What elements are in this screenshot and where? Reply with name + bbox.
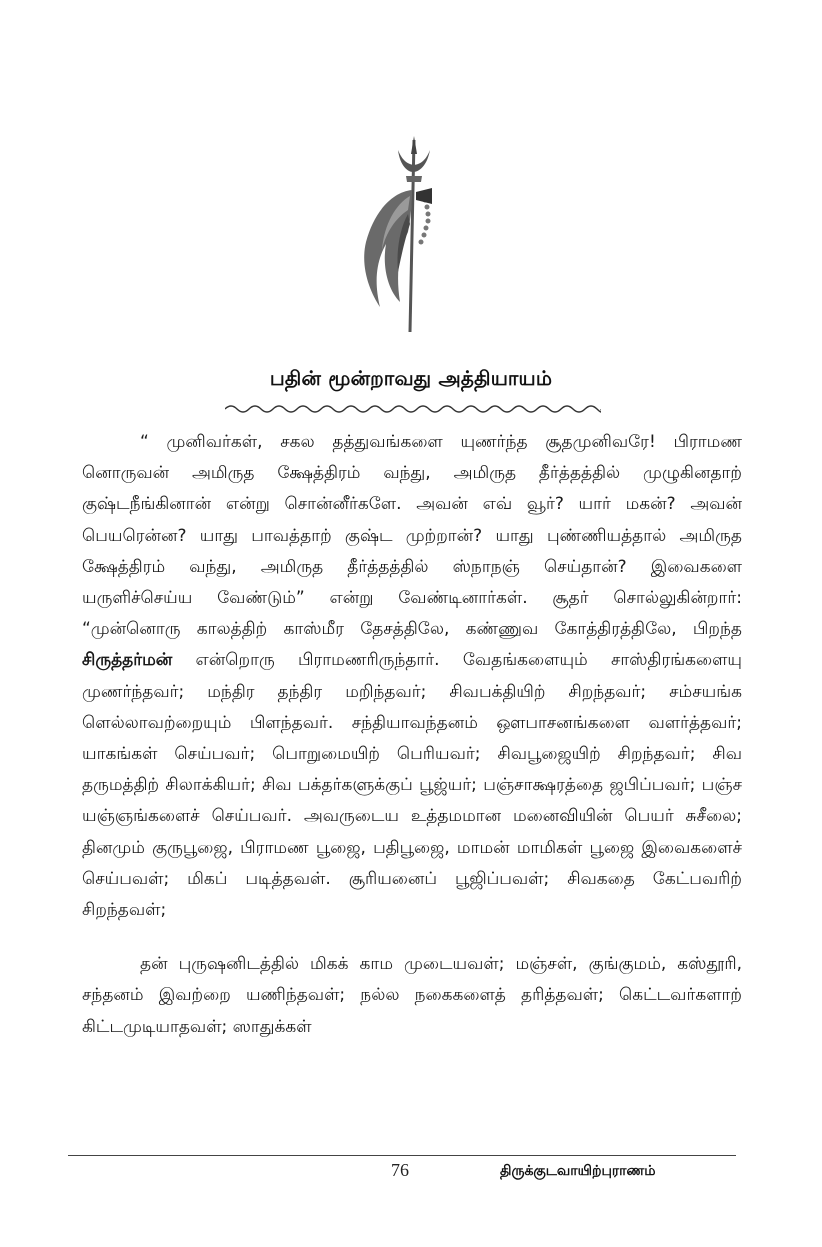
paragraph-2: தன் புருஷனிடத்தில் மிகக் காம முடையவள்; மஞ்சள், குங்குமம், கஸ்தூரி, சந்தனம் இவற்றை யணிந்தவள்; நல்ல நகைகளைத் தரித்தவள்; கெட்டவர்களாற் கிட்டமுடியாதவள்; ஸாதுக்கள் bbox=[82, 954, 742, 1037]
trident-flag-icon bbox=[352, 132, 462, 337]
footer-divider bbox=[68, 1155, 736, 1156]
chapter-title: பதின் மூன்றாவது அத்தியாயம் bbox=[269, 366, 553, 390]
decorative-wave-divider bbox=[225, 402, 601, 416]
page-number: 76 bbox=[391, 1160, 409, 1180]
highlighted-name: சிருத்தர்மன் bbox=[82, 650, 173, 671]
paragraph-1: “ முனிவர்கள், சகல தத்துவங்களை யுணர்ந்த சூதமுனிவரே! பிராமண னொருவன் அமிருத க்ஷேத்திரம் வந்து, அமிருத தீர்த்தத்தில் முழுகினதாற் குஷ்டநீங்கினான் என்று சொன்னீர்களே. அவன் எவ் வூர்? யார் மகன்? அவன் பெயரென்ன? யாது பாவத்தாற் குஷ்ட முற்றான்? யாது புண்ணியத்தால் அமிருத க்ஷேத்திரம் வந்து, அமிருத தீர்த்தத்தில் ஸ்நாநஞ் செய்தான்? இவைகளை யருளிச்செய்ய வேண்டும்” என்று வேண்டினார்கள். சூதர் சொல்லுகின்றார்: “முன்னொரு காலத்திற் காஸ்மீர தேசத்திலே, கண்ணுவ கோத்திரத்திலே, பிறந்த சிருத்தர்மன் என்றொரு பிராமணரிருந்தார். வேதங்களையும் சாஸ்திரங்களையு முணர்ந்தவர்; மந்திர தந்திர மறிந்தவர்; சிவபக்தியிற் சிறந்தவர்; சம்சயங்க ளெல்லாவற்றையும் பிளந்தவர். சந்தியாவந்தனம் ஔபாசனங்களை வளர்த்தவர்; யாகங்கள் செய்பவர்; பொறுமையிற் பெரியவர்; சிவபூஜையிற் சிறந்தவர்; சிவ தருமத்திற் சிலாக்கியர்; சிவ பக்தர்களுக்குப் பூஜ்யர்; பஞ்சாக்ஷரத்தை ஜபிப்பவர்; பஞ்ச யஞ்ஞங்களைச் செய்பவர். அவருடைய உத்தமமான மனைவியின் பெயர் சுசீலை; தினமும் குருபூஜை, பிராமண பூஜை, பதிபூஜை, மாமன் மாமிகள் பூஜை இவைகளைச் செய்பவள்; மிகப் படித்தவள். சூரியனைப் பூஜிப்பவள்; சிவகதை கேட்பவரிற் சிறந்தவள்; bbox=[82, 432, 742, 921]
book-title: திருக்குடவாயிற்புராணம் bbox=[500, 1163, 656, 1179]
chapter-body bbox=[82, 427, 742, 1043]
